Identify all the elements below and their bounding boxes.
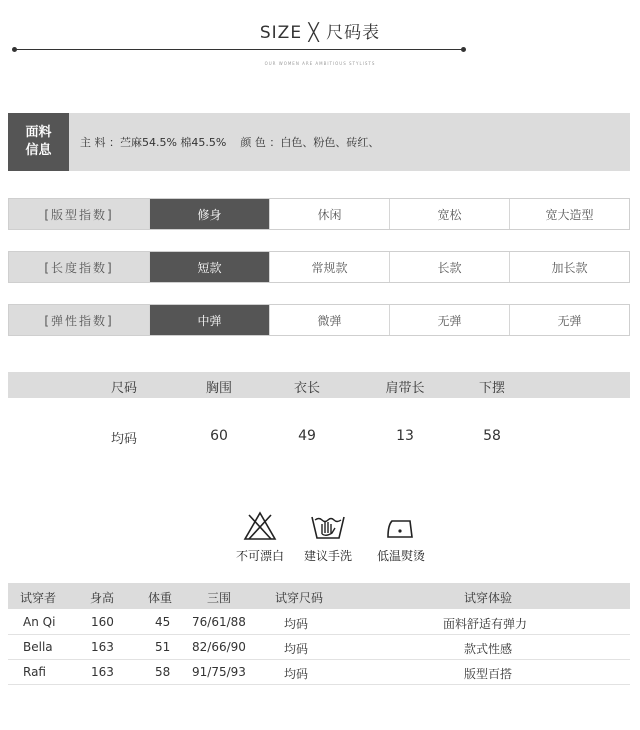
stretch-option-medium: 中弹: [149, 305, 269, 335]
try-row-1-measurements: 76/61/88: [192, 615, 246, 629]
size-header-strap: 肩带长: [385, 381, 425, 396]
care-low-iron-label: 低温熨烫: [376, 549, 425, 563]
fit-option-slim: 修身: [149, 199, 269, 229]
page-title: SIZE ╳ 尺码表: [259, 23, 381, 43]
try-row-3-tester: Rafi: [23, 665, 46, 679]
try-row-3-measurements: 91/75/93: [192, 665, 246, 679]
stretch-index-label: [弹性指数]: [9, 305, 149, 335]
no-bleach-icon: [243, 511, 277, 541]
size-header-hem: 下摆: [478, 381, 505, 396]
try-row-3-height: 163: [91, 665, 114, 679]
try-row-divider: [8, 684, 630, 685]
try-row-3-weight: 58: [155, 665, 171, 679]
length-option-short: 短款: [149, 252, 269, 282]
size-cell-hem: 58: [483, 428, 501, 444]
length-option-extra-long: 加长款: [509, 252, 629, 282]
size-header-size: 尺码: [110, 381, 137, 396]
care-hand-wash: [288, 511, 368, 564]
size-cell-strap: 13: [396, 428, 414, 444]
try-row-1-size: 均码: [284, 617, 309, 631]
try-row-1-weight: 45: [155, 615, 171, 629]
try-row-1-height: 160: [91, 615, 114, 629]
try-header-experience: 试穿体验: [464, 591, 513, 605]
stretch-option-slight: 微弹: [269, 305, 389, 335]
try-header-weight: 体重: [148, 591, 173, 605]
try-header-height: 身高: [90, 591, 115, 605]
try-header-size: 试穿尺码: [275, 591, 324, 605]
care-low-iron: [361, 511, 441, 564]
length-index-label: [长度指数]: [9, 252, 149, 282]
care-hand-wash-label: 建议手洗: [303, 549, 352, 563]
length-option-long: 长款: [389, 252, 509, 282]
page-subtitle: OUR WOMEN ARE AMBITIOUS STYLISTS: [264, 61, 376, 66]
fit-option-oversized: 宽大造型: [509, 199, 629, 229]
try-row-3-experience: 版型百搭: [464, 667, 513, 681]
fit-index-label: [版型指数]: [9, 199, 149, 229]
size-header-length: 衣长: [293, 381, 320, 396]
size-cell-length: 49: [298, 428, 316, 444]
try-row-2-measurements: 82/66/90: [192, 640, 246, 654]
fabric-info-label: 面料 信息: [8, 113, 69, 171]
stretch-index-row: [8, 304, 630, 336]
stretch-option-none: 无弹: [389, 305, 509, 335]
fabric-info-panel: [8, 113, 630, 171]
care-no-bleach-label: 不可漂白: [235, 549, 284, 563]
title-divider: [14, 49, 464, 50]
length-option-regular: 常规款: [269, 252, 389, 282]
fit-index-row: [8, 198, 630, 230]
try-row-2-height: 163: [91, 640, 114, 654]
size-header-bust: 胸围: [205, 381, 232, 396]
try-row-1-tester: An Qi: [23, 615, 56, 629]
fit-option-loose: 宽松: [389, 199, 509, 229]
try-row-divider: [8, 634, 630, 635]
try-header-tester: 试穿者: [20, 591, 57, 605]
stretch-option-none-2: 无弹: [509, 305, 629, 335]
try-row-2-weight: 51: [155, 640, 171, 654]
size-cell-bust: 60: [210, 428, 228, 444]
length-index-row: [8, 251, 630, 283]
try-row-2-size: 均码: [284, 642, 309, 656]
try-row-1-experience: 面料舒适有弹力: [443, 617, 528, 631]
size-cell-size: 均码: [110, 432, 137, 447]
try-row-3-size: 均码: [284, 667, 309, 681]
low-iron-icon: [384, 511, 418, 541]
try-row-2-tester: Bella: [23, 640, 53, 654]
fabric-info-text: 主 料 ：苎麻54.5% 棉45.5% 颜 色 ：白色、粉色、砖红、: [80, 136, 380, 149]
hand-wash-icon: [310, 511, 346, 541]
try-row-divider: [8, 659, 630, 660]
try-row-2-experience: 款式性感: [464, 642, 513, 656]
try-header-measurements: 三围: [207, 591, 232, 605]
fit-option-casual: 休闲: [269, 199, 389, 229]
